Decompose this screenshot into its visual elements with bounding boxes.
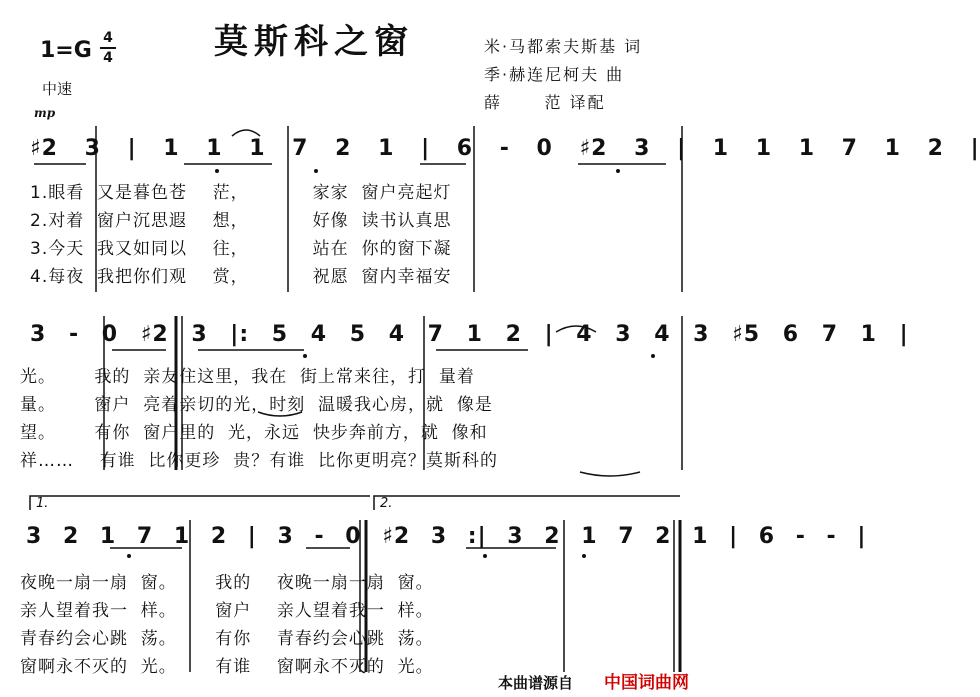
verse-2-line-2: 量。 窗户 亮着亲切的光，时刻 温暖我心房，就 像是 [20, 395, 493, 415]
site-watermark[interactable]: 中国词曲网 [604, 673, 689, 693]
verse-4-line-1: 4.每夜 我把你们观 赏， 祝愿 窗内幸福安 [30, 267, 452, 287]
second-ending-label: 2. [380, 496, 393, 511]
composer-credit: 季·赫连尼柯夫 曲 [484, 65, 625, 84]
notation-line-2: 3 - 0 ♯2 3 |: 5 4 5 4 7 1 2 | 4 3 4 3 ♯5 6 7 1 | [30, 322, 909, 347]
key-signature: 1=G [40, 38, 92, 63]
verse-2-line-3: 亲人望着我一 样。 窗户 亲人望着我一 样。 [20, 601, 434, 621]
verse-2-line-1: 2.对着 窗户沉思遐 想， 好像 读书认真思 [30, 211, 452, 231]
source-note: 本曲谱源自 [498, 674, 574, 692]
verse-1-line-1: 1.眼看 又是暮色苍 茫， 家家 窗户亮起灯 [30, 183, 452, 203]
lyricist-credit: 米·马都索夫斯基 词 [484, 37, 643, 56]
dynamic-marking: mp [34, 106, 56, 120]
translator-credit: 薛 范 译配 [484, 93, 606, 112]
verse-3-line-3: 青春约会心跳 荡。 有你 青春约会心跳 荡。 [20, 629, 434, 649]
song-title: 莫斯科之窗 [214, 22, 414, 62]
verse-1-line-3: 夜晚一扇一扇 窗。 我的 夜晚一扇一扇 窗。 [20, 573, 434, 593]
verse-1-line-2: 光。 我的 亲友住这里，我在 街上常来往，打 量着 [20, 367, 475, 387]
notation-line-1: ♯2 3 | 1 1 1 7 2 1 | 6 - 0 ♯2 3 | 1 1 1 7 1 2 | [30, 136, 980, 161]
meter-bottom: 4 [103, 50, 113, 66]
notation-line-3: 3 2 1 7 1 2 | 3 - 0 ♯2 3 :| 3 2 1 7 2 1 | 6 - - | [26, 524, 867, 549]
verse-3-line-2: 望。 有你 窗户里的 光，永远 快步奔前方，就 像和 [20, 423, 488, 443]
verse-3-line-1: 3.今天 我又如同以 往， 站在 你的窗下凝 [30, 239, 452, 259]
first-ending-label: 1. [36, 496, 49, 511]
tempo-marking: 中速 [42, 80, 73, 98]
verse-4-line-2: 祥…… 有谁 比你更珍 贵？有谁 比你更明亮？莫斯科的 [20, 451, 499, 471]
meter-top: 4 [103, 30, 113, 46]
verse-4-line-3: 窗啊永不灭的 光。 有谁 窗啊永不灭的 光。 [20, 657, 434, 677]
